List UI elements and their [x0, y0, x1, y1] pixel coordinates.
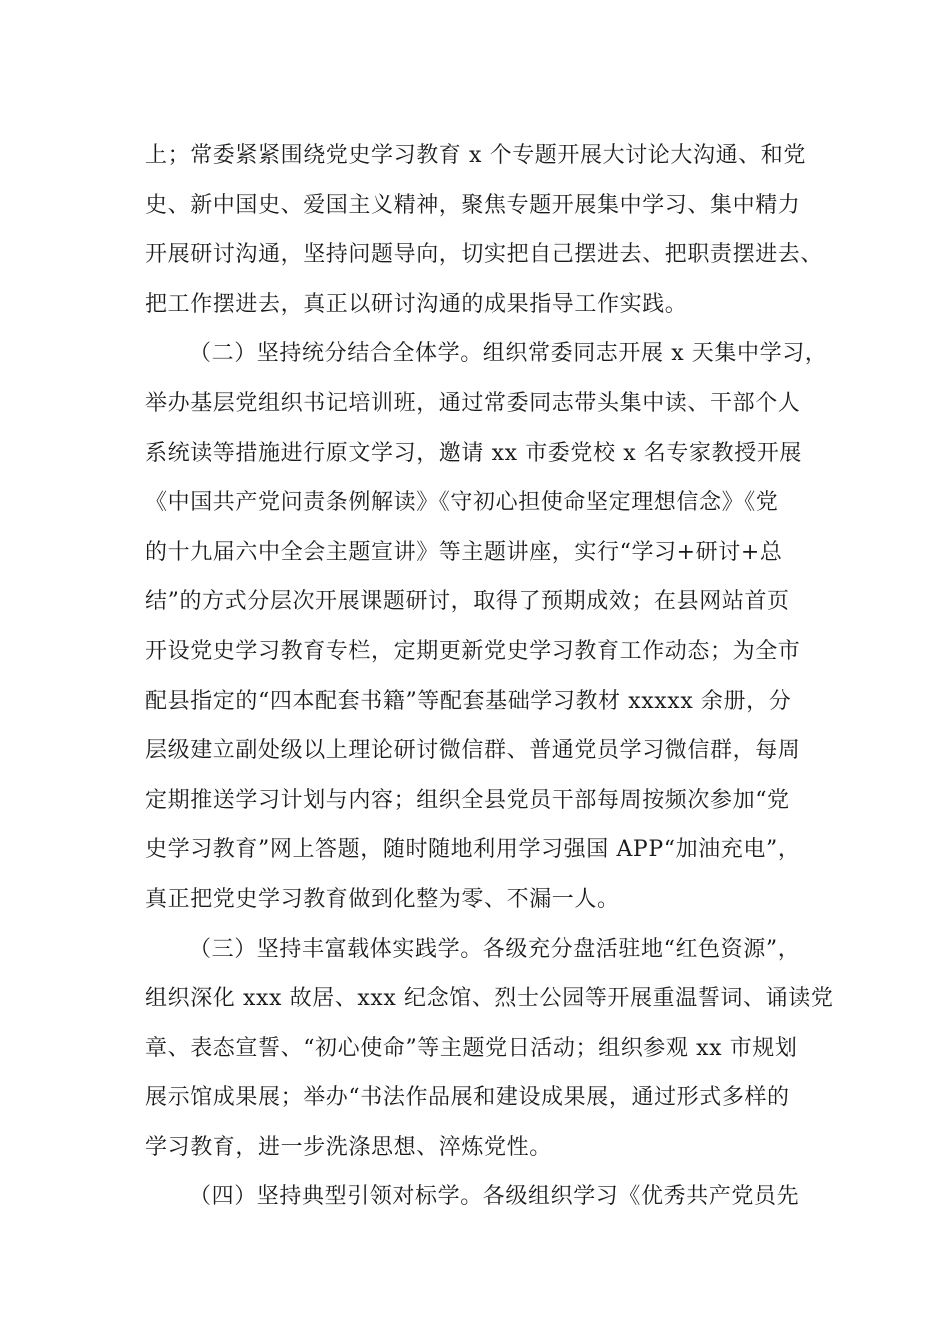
- text-line: 开设党史学习教育专栏，定期更新党史学习教育工作动态；为全市: [145, 638, 801, 664]
- text-line: 上；常委紧紧围绕党史学习教育 x 个专题开展大讨论大沟通、和党: [145, 143, 806, 168]
- text-line: 真正把党史学习教育做到化整为零、不漏一人。: [145, 886, 620, 912]
- paragraph-heading-line: （二）坚持统分结合全体学。组织常委同志开展 x 天集中学习，: [189, 341, 828, 367]
- text-line: 学习教育，进一步洗涤思想、淬炼党性。: [145, 1134, 552, 1160]
- text-line: 开展研讨沟通，坚持问题导向，切实把自己摆进去、把职责摆进去、: [145, 242, 824, 268]
- text-line: 的十九届六中全会主题宣讲》等主题讲座，实行“学习+研讨+总: [145, 539, 783, 565]
- text-line: 结”的方式分层次开展课题研讨，取得了预期成效；在县网站首页: [145, 589, 790, 615]
- paragraph-heading-line: （三）坚持丰富载体实践学。各级充分盘活驻地“红色资源”，: [189, 936, 801, 962]
- text-line: 史、新中国史、爱国主义精神，聚焦专题开展集中学习、集中精力: [145, 192, 801, 218]
- text-line: 举办基层党组织书记培训班，通过常委同志带头集中读、干部个人: [145, 390, 801, 416]
- text-line: 《中国共产党问责条例解读》《守初心担使命坚定理想信念》《党: [145, 490, 779, 516]
- text-line: 展示馆成果展；举办“书法作品展和建设成果展，通过形式多样的: [145, 1085, 790, 1111]
- document-body: [145, 131, 834, 1222]
- text-line: 层级建立副处级以上理论研讨微信群、普通党员学习微信群，每周: [145, 738, 801, 764]
- text-line: 章、表态宣誓、“初心使命”等主题党日活动；组织参观 xx 市规划: [145, 1035, 798, 1061]
- text-line: 组织深化 xxx 故居、xxx 纪念馆、烈士公园等开展重温誓词、诵读党: [145, 986, 834, 1012]
- paragraph-heading-line: （四）坚持典型引领对标学。各级组织学习《优秀共产党员先: [189, 1184, 800, 1210]
- text-line: 定期推送学习计划与内容；组织全县党员干部每周按频次参加“党: [145, 787, 790, 813]
- text-line: 史学习教育”网上答题，随时随地利用学习强国 APP“加油充电”，: [145, 837, 801, 863]
- text-line: 把工作摆进去，真正以研讨沟通的成果指导工作实践。: [145, 291, 688, 317]
- text-line: 系统读等措施进行原文学习，邀请 xx 市委党校 x 名专家教授开展: [145, 440, 802, 466]
- text-line: 配县指定的“四本配套书籍”等配套基础学习教材 xxxxx 余册，分: [145, 688, 792, 714]
